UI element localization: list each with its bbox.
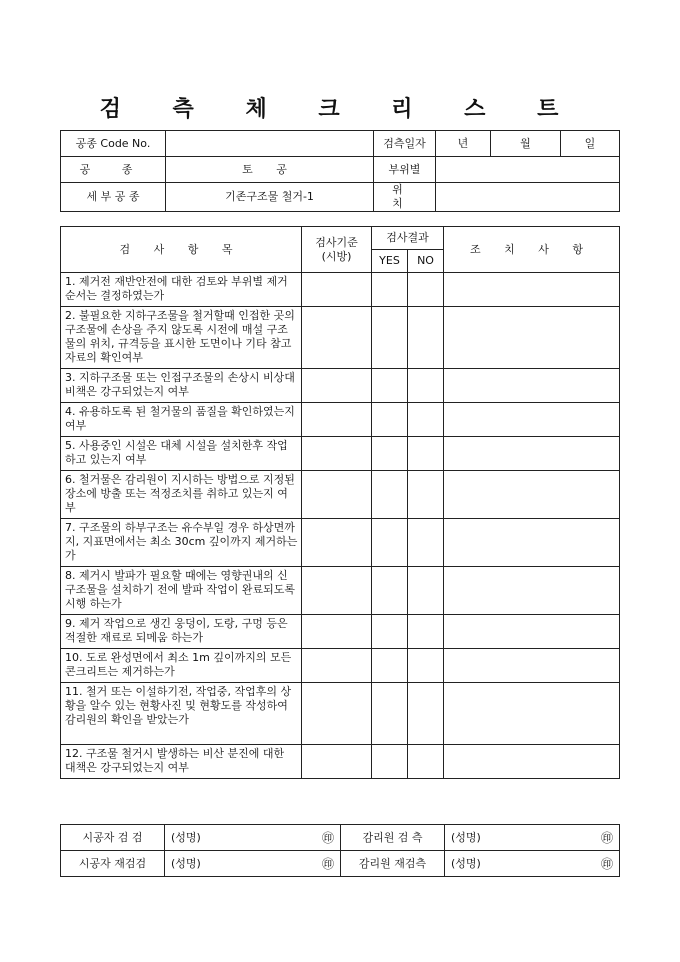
- col-no-header: NO: [408, 250, 444, 273]
- action-cell[interactable]: [444, 567, 620, 615]
- supervisor-inspect-sign[interactable]: [445, 825, 620, 851]
- checklist-row: [61, 403, 620, 437]
- no-cell[interactable]: [408, 615, 444, 649]
- yes-cell[interactable]: [372, 519, 408, 567]
- header-table: [60, 130, 620, 212]
- no-cell[interactable]: [408, 649, 444, 683]
- no-cell[interactable]: [408, 273, 444, 307]
- location-field[interactable]: [436, 183, 620, 212]
- col-action-header: 조 치 사 항: [444, 227, 620, 273]
- checklist-item-text: 12. 구조물 철거시 발생하는 비산 분진에 대한 대책은 강구되었는지 여부: [61, 745, 302, 779]
- yes-cell[interactable]: [372, 471, 408, 519]
- yes-cell[interactable]: [372, 437, 408, 471]
- action-cell[interactable]: [444, 649, 620, 683]
- contractor-reinspect-label: 시공자 재검검: [61, 851, 165, 877]
- standard-cell[interactable]: [302, 745, 372, 779]
- yes-cell[interactable]: [372, 307, 408, 369]
- col-items-header: 검 사 항 목: [61, 227, 302, 273]
- sub-work-value[interactable]: 기존구조물 철거-1: [166, 183, 374, 212]
- part-field[interactable]: [436, 157, 620, 183]
- checklist-row: [61, 649, 620, 683]
- checklist-item-text: 6. 철거물은 감리원이 지시하는 방법으로 지정된 장소에 방출 또는 적정조치를 취하고 있는지 여부: [61, 471, 302, 519]
- work-type-label: 공 종: [61, 157, 166, 183]
- standard-cell[interactable]: [302, 437, 372, 471]
- inspection-date-label: 검측일자: [374, 131, 436, 157]
- no-cell[interactable]: [408, 683, 444, 745]
- name-placeholder: (성명): [451, 856, 481, 870]
- work-type-value[interactable]: 토 공: [166, 157, 374, 183]
- name-placeholder: (성명): [171, 856, 201, 870]
- checklist-item-text: 11. 철거 또는 이설하기전, 작업중, 작업후의 상황을 알수 있는 현황사진 및 현황도를 작성하여 감리원의 확인을 받았는가: [61, 683, 302, 745]
- date-year[interactable]: 년: [436, 131, 491, 157]
- standard-cell[interactable]: [302, 307, 372, 369]
- checklist-row: [61, 307, 620, 369]
- standard-cell[interactable]: [302, 683, 372, 745]
- no-cell[interactable]: [408, 567, 444, 615]
- action-cell[interactable]: [444, 273, 620, 307]
- work-code-row: [61, 131, 620, 157]
- standard-cell[interactable]: [302, 273, 372, 307]
- standard-cell[interactable]: [302, 615, 372, 649]
- checklist-item-text: 2. 불필요한 지하구조물을 철거할때 인접한 곳의 구조물에 손상을 주지 않도록 시전에 매설 구조물의 위치, 규격등을 표시한 도면이나 기타 참고자료의 확인여부: [61, 307, 302, 369]
- supervisor-inspect-label: 감리원 검 측: [341, 825, 445, 851]
- action-cell[interactable]: [444, 369, 620, 403]
- no-cell[interactable]: [408, 519, 444, 567]
- seal-icon: ㊞: [600, 830, 613, 845]
- col-standard-sub: (시방): [321, 249, 352, 263]
- checklist-table: [60, 226, 620, 779]
- yes-cell[interactable]: [372, 649, 408, 683]
- yes-cell[interactable]: [372, 567, 408, 615]
- supervisor-reinspect-sign[interactable]: [445, 851, 620, 877]
- checklist-item-text: 8. 제거시 발파가 필요할 때에는 영향권내의 신구조물을 설치하기 전에 발파 작업이 완료되도록 시행 하는가: [61, 567, 302, 615]
- no-cell[interactable]: [408, 745, 444, 779]
- checklist-item-text: 4. 유용하도록 된 철거물의 품질을 확인하였는지 여부: [61, 403, 302, 437]
- action-cell[interactable]: [444, 519, 620, 567]
- checklist-row: [61, 567, 620, 615]
- yes-cell[interactable]: [372, 745, 408, 779]
- no-cell[interactable]: [408, 403, 444, 437]
- checklist-row: [61, 683, 620, 745]
- checklist-row: [61, 273, 620, 307]
- sub-work-row: [61, 183, 620, 212]
- action-cell[interactable]: [444, 307, 620, 369]
- action-cell[interactable]: [444, 471, 620, 519]
- name-placeholder: (성명): [171, 830, 201, 844]
- supervisor-reinspect-label: 감리원 재검측: [341, 851, 445, 877]
- seal-icon: ㊞: [321, 856, 334, 871]
- no-cell[interactable]: [408, 437, 444, 471]
- checklist-row: [61, 369, 620, 403]
- no-cell[interactable]: [408, 307, 444, 369]
- date-month[interactable]: 월: [491, 131, 561, 157]
- part-label: 부위별: [374, 157, 436, 183]
- checklist-item-text: 1. 제거전 재반안전에 대한 검토와 부위별 제거 순서는 결정하였는가: [61, 273, 302, 307]
- checklist-item-text: 10. 도로 완성면에서 최소 1m 깊이까지의 모든 콘크리트는 제거하는가: [61, 649, 302, 683]
- checklist-row: [61, 519, 620, 567]
- contractor-inspect-label: 시공자 검 검: [61, 825, 165, 851]
- standard-cell[interactable]: [302, 471, 372, 519]
- page-title: 검 측 체 크 리 스 트: [99, 96, 581, 122]
- action-cell[interactable]: [444, 615, 620, 649]
- action-cell[interactable]: [444, 683, 620, 745]
- checklist-item-text: 9. 제거 작업으로 생긴 웅덩이, 도랑, 구멍 등은 적절한 재료로 되메움 하는가: [61, 615, 302, 649]
- checklist-item-text: 5. 사용중인 시설은 대체 시설을 설치한후 작업하고 있는지 여부: [61, 437, 302, 471]
- yes-cell[interactable]: [372, 369, 408, 403]
- contractor-reinspect-sign[interactable]: [165, 851, 341, 877]
- action-cell[interactable]: [444, 437, 620, 471]
- seal-icon: ㊞: [600, 856, 613, 871]
- col-yes-header: YES: [372, 250, 408, 273]
- yes-cell[interactable]: [372, 403, 408, 437]
- checklist-row: [61, 471, 620, 519]
- col-result-header: 검사결과: [372, 227, 444, 250]
- checklist-row: [61, 745, 620, 779]
- sub-work-label: 세 부 공 종: [61, 183, 166, 212]
- standard-cell[interactable]: [302, 369, 372, 403]
- action-cell[interactable]: [444, 403, 620, 437]
- col-standard-header: [302, 227, 372, 273]
- location-label: 위 치: [374, 183, 436, 212]
- standard-cell[interactable]: [302, 519, 372, 567]
- contractor-inspect-sign[interactable]: [165, 825, 341, 851]
- signature-table: [60, 824, 620, 877]
- work-code-label: 공종 Code No.: [61, 131, 166, 157]
- standard-cell[interactable]: [302, 403, 372, 437]
- no-cell[interactable]: [408, 369, 444, 403]
- date-day[interactable]: 일: [561, 131, 620, 157]
- yes-cell[interactable]: [372, 273, 408, 307]
- yes-cell[interactable]: [372, 683, 408, 745]
- col-standard-label: 검사기준: [315, 235, 358, 249]
- work-type-row: [61, 157, 620, 183]
- work-code-field[interactable]: [166, 131, 374, 157]
- standard-cell[interactable]: [302, 649, 372, 683]
- checklist-item-text: 3. 지하구조물 또는 인접구조물의 손상시 비상대비책은 강구되었는지 여부: [61, 369, 302, 403]
- yes-cell[interactable]: [372, 615, 408, 649]
- action-cell[interactable]: [444, 745, 620, 779]
- name-placeholder: (성명): [451, 830, 481, 844]
- checklist-row: [61, 437, 620, 471]
- standard-cell[interactable]: [302, 567, 372, 615]
- checklist-row: [61, 615, 620, 649]
- checklist-item-text: 7. 구조물의 하부구조는 유수부일 경우 하상면까지, 지표면에서는 최소 30cm 깊이까지 제거하는가: [61, 519, 302, 567]
- no-cell[interactable]: [408, 471, 444, 519]
- seal-icon: ㊞: [321, 830, 334, 845]
